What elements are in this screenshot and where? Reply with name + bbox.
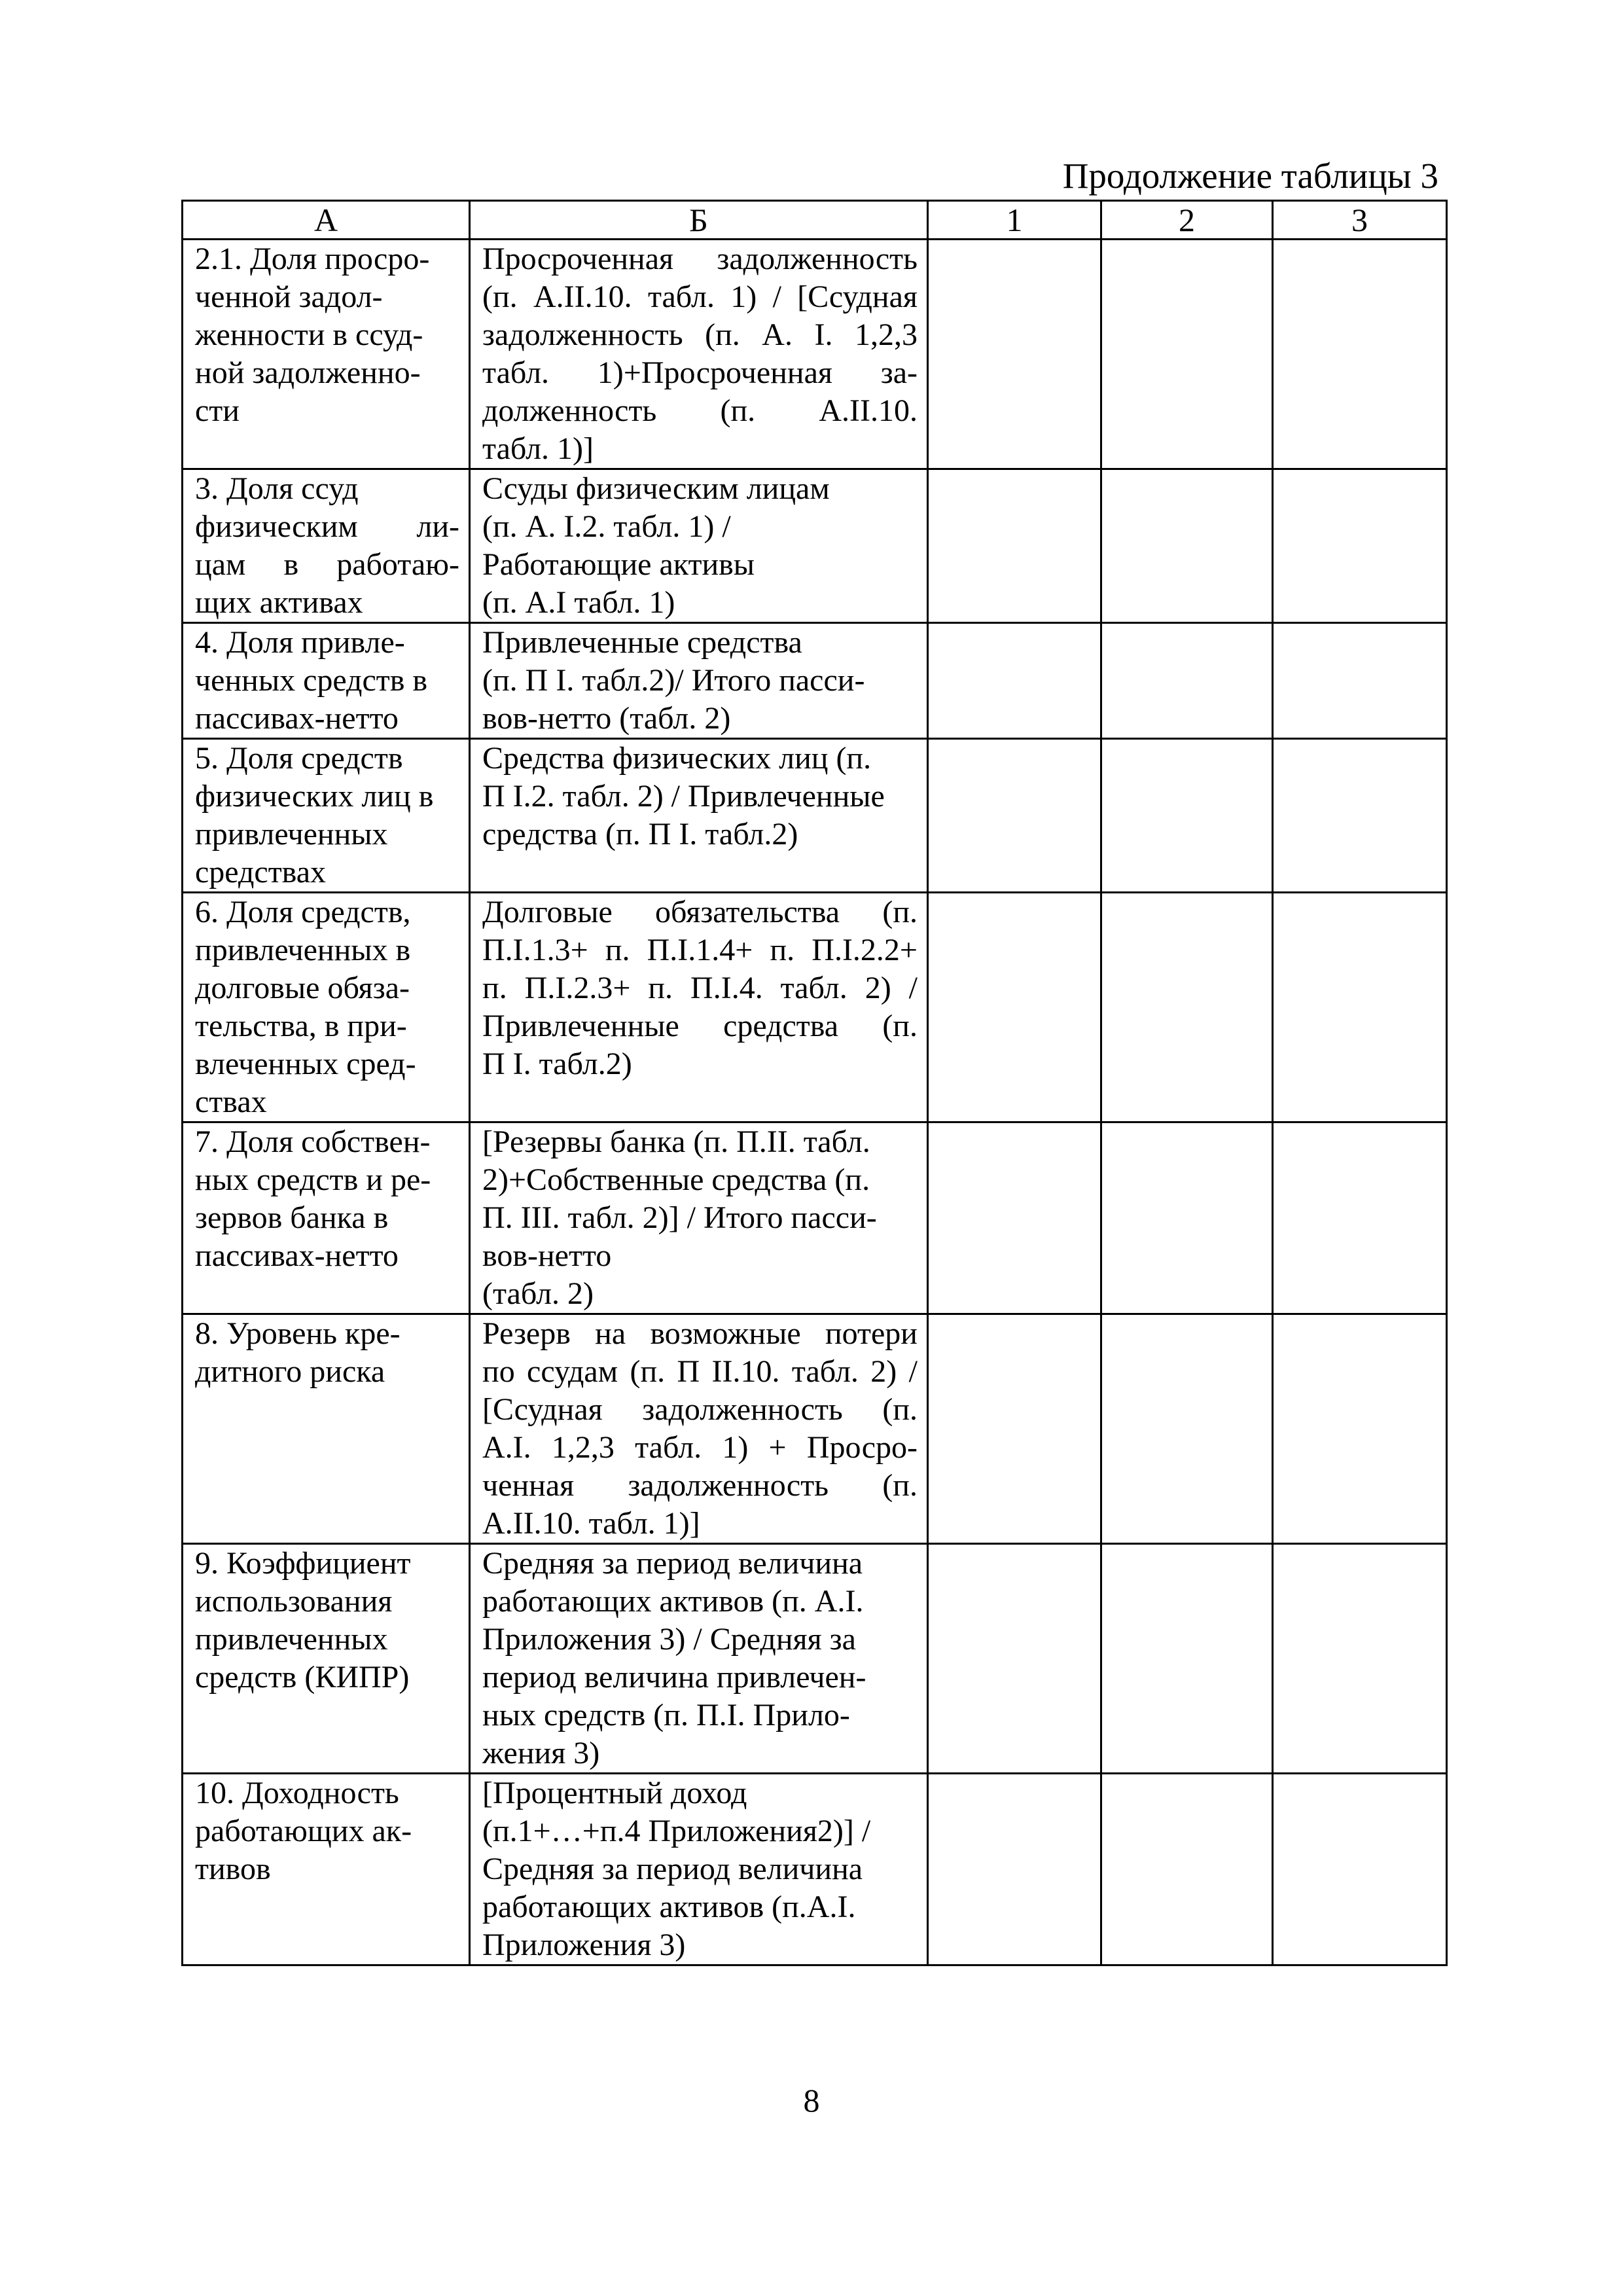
indicators-table [181,200,1448,1966]
formula-line: [Процентный доход [482,1776,747,1810]
indicator-name-line: работающих ак- [195,1814,412,1848]
indicator-name-line: 4. Доля привле- [195,625,405,660]
value-cell-3 [1273,240,1447,469]
formula-line: табл. 1)] [482,431,594,466]
header-col-b: Б [470,201,928,240]
table-caption: Продолжение таблицы 3 [1062,156,1438,196]
value-cell-2 [1101,1314,1273,1544]
value-cell-1 [928,1544,1101,1774]
value-cell-2 [1101,1122,1273,1314]
value-cell-3 [1273,1314,1447,1544]
formula-line: по ссудам (п. П II.10. табл. 2) / [482,1354,918,1389]
formula-line: Просроченная задолженность [482,242,918,276]
formula-line: Приложения 3) [482,1928,686,1962]
indicator-name-cell [183,240,470,469]
value-cell-1 [928,893,1101,1122]
formula-line: вов-нетто [482,1238,612,1273]
formula-line: [Ссудная задолженность (п. [482,1392,918,1427]
value-cell-3 [1273,893,1447,1122]
table-row [183,1544,1447,1774]
value-cell-1 [928,469,1101,623]
formula-cell [470,240,928,469]
value-cell-1 [928,1314,1101,1544]
table-row [183,739,1447,893]
formula-cell [470,1314,928,1544]
indicator-name-line: ных средств и ре- [195,1162,431,1197]
header-col-1: 1 [928,201,1101,240]
value-cell-2 [1101,1774,1273,1965]
formula-line: П.I.1.3+ п. П.I.1.4+ п. П.I.2.2+ [482,933,918,967]
value-cell-1 [928,739,1101,893]
table-row [183,1122,1447,1314]
page-number: 8 [803,2082,820,2119]
indicator-name-line: сти [195,393,240,428]
value-cell-3 [1273,1774,1447,1965]
indicator-name-line: пассивах-нетто [195,1238,399,1273]
table-row [183,1774,1447,1965]
indicator-name-line: 2.1. Доля просро- [195,242,430,276]
indicator-name-line: физических лиц в [195,779,434,814]
indicator-name-line: ствах [195,1085,267,1119]
indicator-name-line: щих активах [195,585,363,620]
formula-line: П I. табл.2) [482,1047,632,1081]
formula-line: А.II.10. табл. 1)] [482,1506,700,1541]
table-row [183,469,1447,623]
formula-line: ных средств (п. П.I. Прило- [482,1698,850,1732]
formula-cell [470,1544,928,1774]
value-cell-3 [1273,623,1447,739]
formula-cell [470,893,928,1122]
table-row [183,1314,1447,1544]
formula-line: П I.2. табл. 2) / Привлеченные [482,779,885,814]
value-cell-2 [1101,893,1273,1122]
formula-line: Ссуды физическим лицам [482,471,830,506]
value-cell-2 [1101,240,1273,469]
formula-line: [Резервы банка (п. П.II. табл. [482,1124,870,1159]
value-cell-3 [1273,1544,1447,1774]
formula-line: Привлеченные средства [482,625,802,660]
formula-line: долженность (п. А.II.10. [482,393,918,428]
value-cell-1 [928,1774,1101,1965]
indicator-name-line: привлеченных [195,1622,388,1657]
formula-line: задолженность (п. А. I. 1,2,3 [482,317,918,352]
indicator-name-line: 10. Доходность [195,1776,399,1810]
formula-line: Средняя за период величина [482,1852,863,1886]
indicator-name-cell [183,1774,470,1965]
formula-line: Долговые обязательства (п. [482,895,918,929]
header-row [183,201,1447,240]
table-row [183,240,1447,469]
formula-line: жения 3) [482,1736,600,1770]
formula-line: Средняя за период величина [482,1546,863,1581]
indicator-name-line: цам в работаю- [195,547,459,582]
value-cell-2 [1101,1544,1273,1774]
indicator-name-cell [183,1314,470,1544]
indicator-name-line: ченной задол- [195,279,383,314]
formula-cell [470,1122,928,1314]
value-cell-2 [1101,469,1273,623]
indicator-name-line: привлеченных в [195,933,411,967]
formula-line: (п. А.II.10. табл. 1) / [Ссудная [482,279,918,314]
indicator-name-cell [183,623,470,739]
value-cell-2 [1101,623,1273,739]
formula-line: Привлеченные средства (п. [482,1009,918,1043]
value-cell-1 [928,623,1101,739]
indicator-name-cell [183,469,470,623]
indicator-name-line: тельства, в при- [195,1009,407,1043]
indicator-name-line: влеченных сред- [195,1047,416,1081]
value-cell-2 [1101,739,1273,893]
formula-line: (п. П I. табл.2)/ Итого пасси- [482,663,865,698]
indicator-name-line: использования [195,1584,393,1619]
indicator-name-cell [183,1544,470,1774]
formula-line: (п. А. I.2. табл. 1) / [482,509,731,544]
indicator-name-line: тивов [195,1852,271,1886]
formula-line: п. П.I.2.3+ п. П.I.4. табл. 2) / [482,971,918,1005]
table-row [183,893,1447,1122]
indicator-name-line: привлеченных [195,817,388,852]
table-row [183,623,1447,739]
header-col-2: 2 [1101,201,1273,240]
formula-line: Средства физических лиц (п. [482,741,872,776]
formula-cell [470,739,928,893]
formula-line: П. III. табл. 2)] / Итого пасси- [482,1200,877,1235]
header-col-a: А [183,201,470,240]
formula-line: (п. А.I табл. 1) [482,585,675,620]
formula-cell [470,469,928,623]
formula-line: Работающие активы [482,547,755,582]
value-cell-1 [928,240,1101,469]
indicator-name-line: пассивах-нетто [195,701,399,736]
formula-line: (табл. 2) [482,1276,594,1311]
indicator-name-line: 9. Коэффициент [195,1546,411,1581]
formula-line: средства (п. П I. табл.2) [482,817,798,852]
formula-line: работающих активов (п. А.I. [482,1584,864,1619]
indicator-name-line: ной задолженно- [195,355,421,390]
formula-line: Приложения 3) / Средняя за [482,1622,856,1657]
formula-cell [470,623,928,739]
indicator-name-line: физическим ли- [195,509,459,544]
formula-line: 2)+Собственные средства (п. [482,1162,870,1197]
indicator-name-line: 6. Доля средств, [195,895,411,929]
header-col-3: 3 [1273,201,1447,240]
indicator-name-line: 5. Доля средств [195,741,403,776]
indicator-name-cell [183,739,470,893]
indicator-name-line: женности в ссуд- [195,317,423,352]
indicator-name-line: 8. Уровень кре- [195,1316,401,1351]
indicator-name-line: ченных средств в [195,663,428,698]
formula-line: период величина привлечен- [482,1660,866,1695]
formula-line: Резерв на возможные потери [482,1316,918,1351]
indicator-name-line: 3. Доля ссуд [195,471,359,506]
indicator-name-cell [183,893,470,1122]
value-cell-3 [1273,739,1447,893]
indicator-name-line: средствах [195,855,327,889]
formula-line: табл. 1)+Просроченная за- [482,355,918,390]
indicator-name-line: долговые обяза- [195,971,410,1005]
formula-line: вов-нетто (табл. 2) [482,701,731,736]
value-cell-1 [928,1122,1101,1314]
indicator-name-cell [183,1122,470,1314]
value-cell-3 [1273,1122,1447,1314]
formula-cell [470,1774,928,1965]
indicator-name-line: зервов банка в [195,1200,389,1235]
formula-line: работающих активов (п.А.I. [482,1890,856,1924]
indicator-name-line: дитного риска [195,1354,385,1389]
formula-line: А.I. 1,2,3 табл. 1) + Просро- [482,1430,918,1465]
indicator-name-line: 7. Доля собствен- [195,1124,431,1159]
indicator-name-line: средств (КИПР) [195,1660,410,1695]
formula-line: ченная задолженность (п. [482,1468,918,1503]
formula-line: (п.1+…+п.4 Приложения2)] / [482,1814,871,1848]
value-cell-3 [1273,469,1447,623]
